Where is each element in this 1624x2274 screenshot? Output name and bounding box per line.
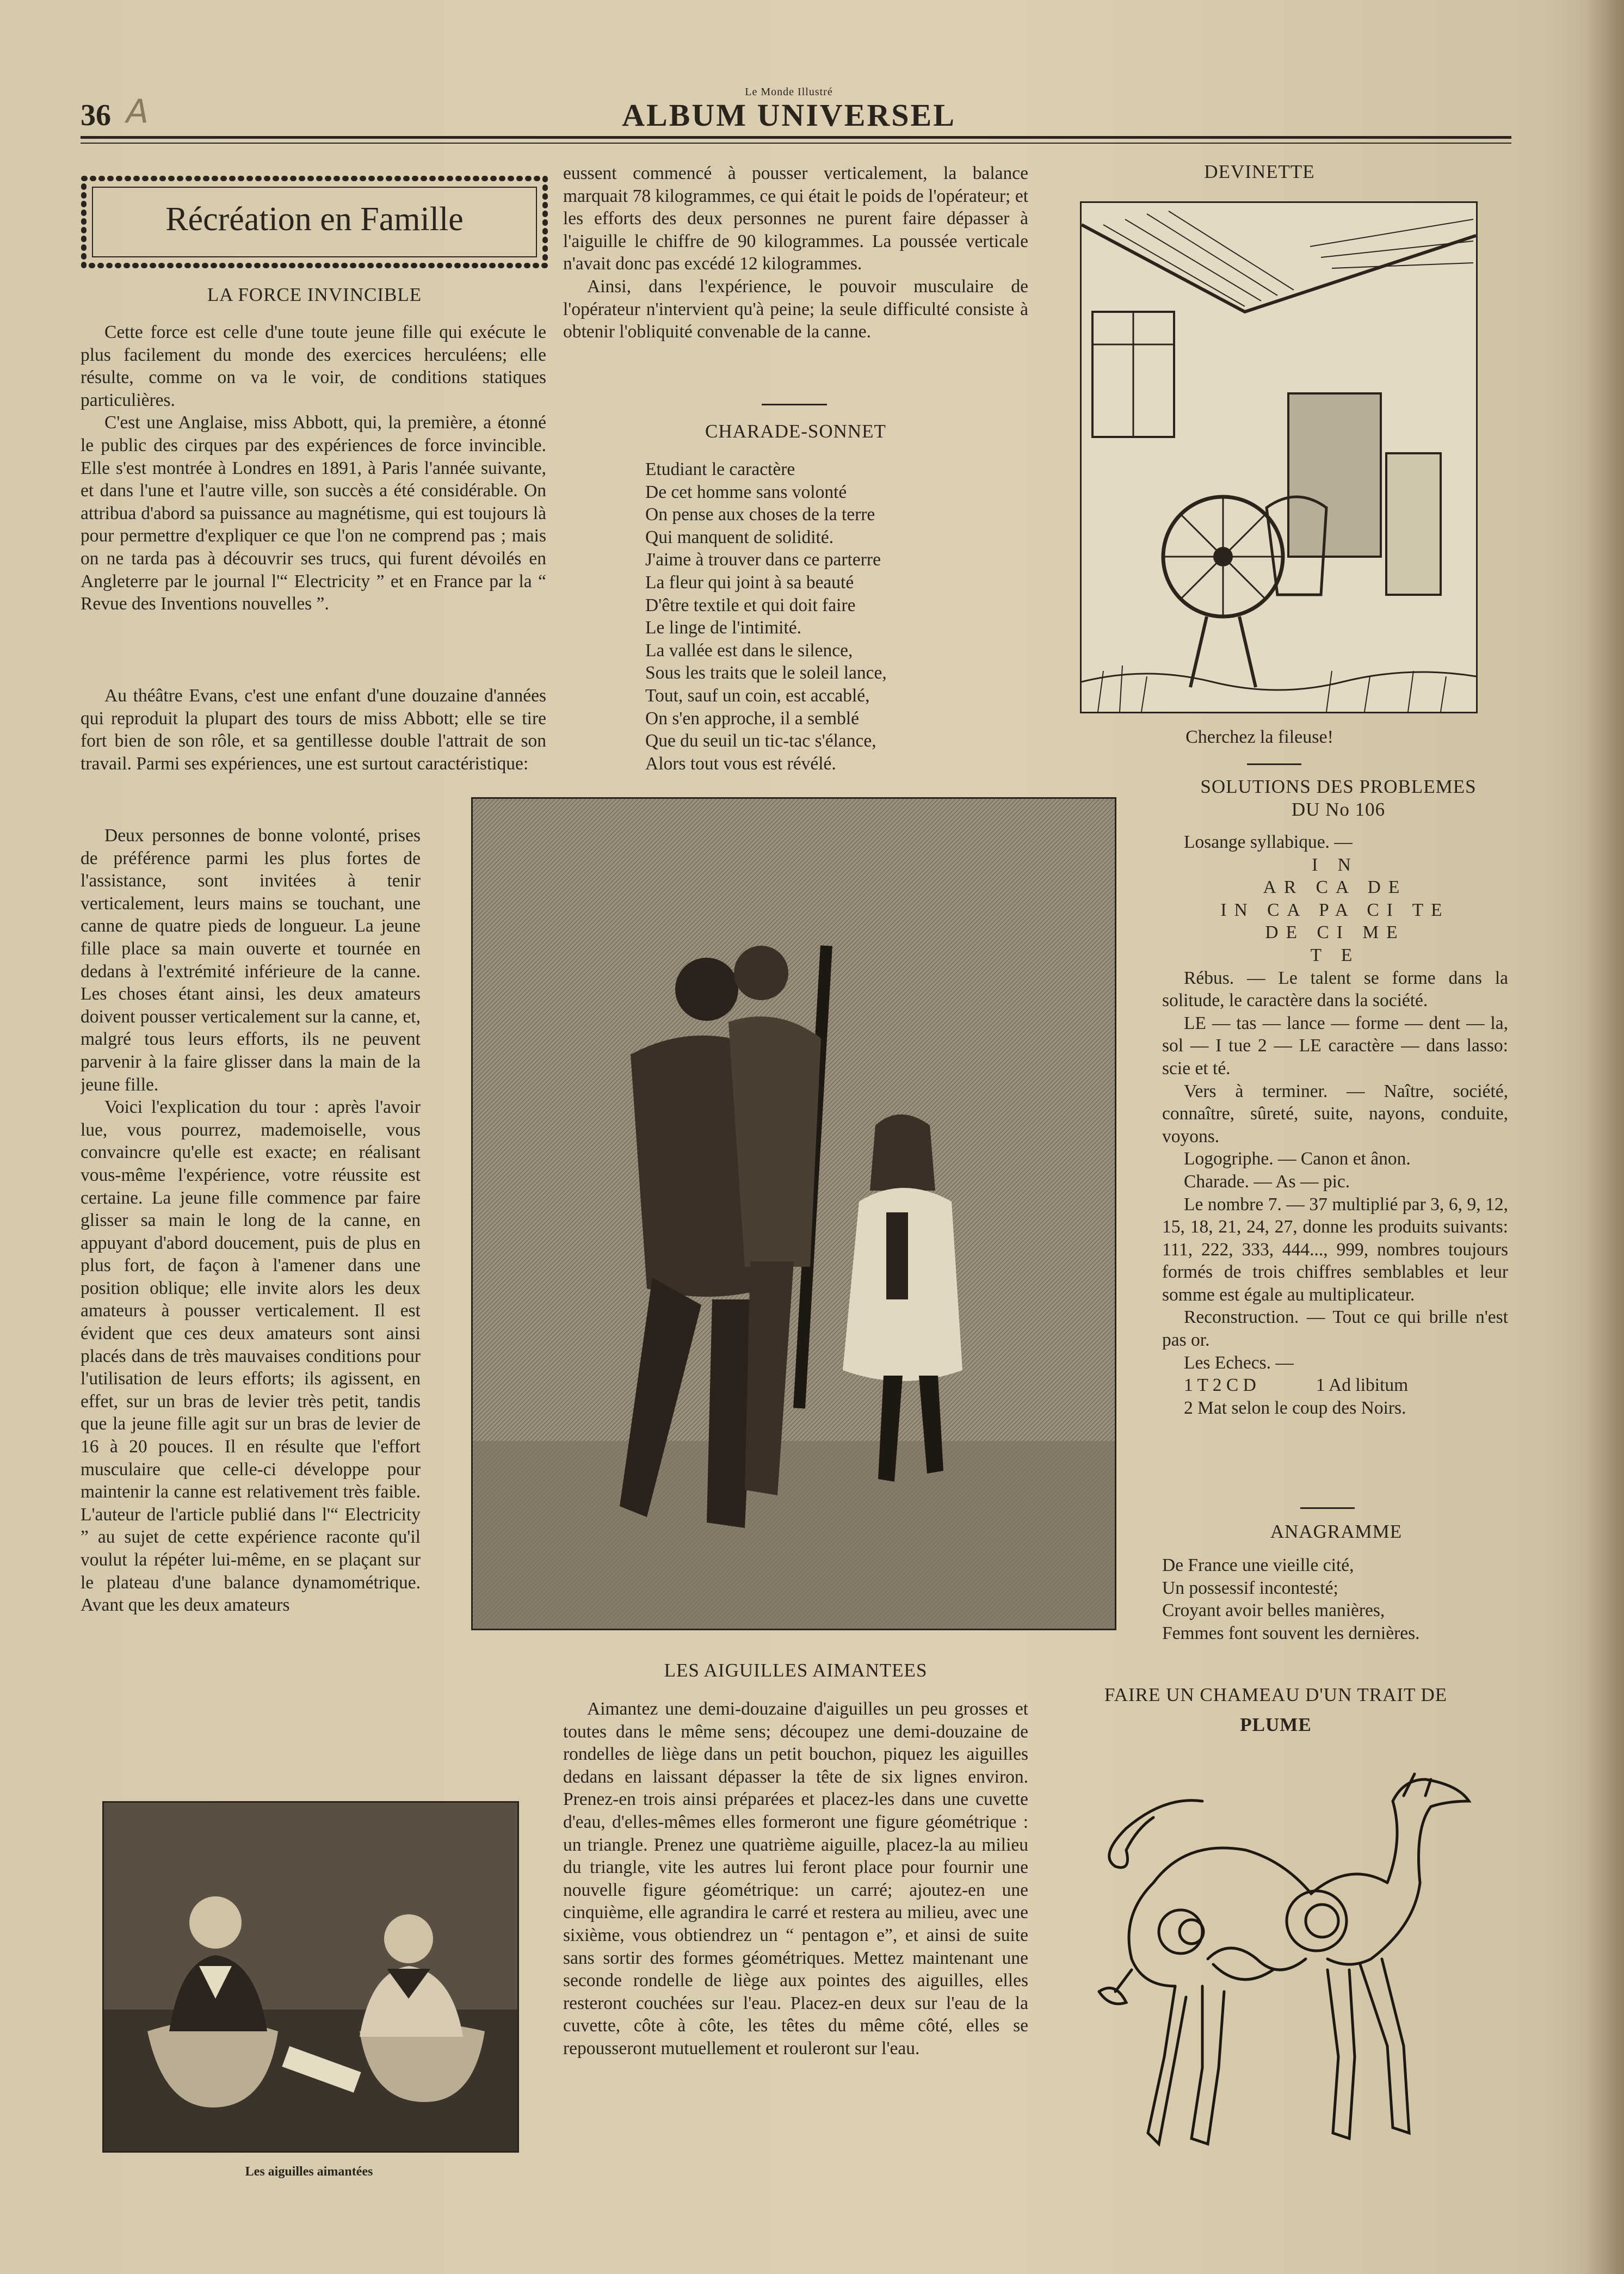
devinette-caption: Cherchez la fileuse!	[1185, 727, 1333, 747]
aiguilles-article	[563, 1698, 1028, 2060]
losange-label: Losange syllabique. —	[1184, 832, 1353, 852]
chess-line-1	[1162, 1374, 1508, 1397]
charade-sonnet-title: CHARADE-SONNET	[705, 421, 886, 442]
devinette-title: DEVINETTE	[1204, 161, 1315, 182]
section-divider	[762, 404, 827, 405]
poem-line: J'aime à trouver dans ce parterre	[645, 550, 881, 570]
spinning-wheel-puzzle-drawing	[1082, 203, 1476, 712]
solution-item: Reconstruction. — Tout ce qui brille n'est pas or.	[1162, 1307, 1508, 1351]
poem-line: Sous les traits que le soleil lance,	[645, 663, 887, 683]
force-article-narrow	[81, 824, 421, 1684]
solution-item: Rébus. — Le talent se forme dans la solitude, le caractère dans la société.	[1162, 967, 1508, 1011]
solution-item: Logogriphe. — Canon et ânon.	[1184, 1149, 1411, 1169]
camel-line-drawing	[1066, 1752, 1491, 2177]
handwritten-page-mark: A	[126, 93, 149, 131]
section-divider	[1247, 763, 1301, 765]
camel-illustration	[1066, 1752, 1491, 2177]
chess-move-white: 1 T 2 C D	[1184, 1375, 1256, 1396]
invincible-force-illustration	[471, 797, 1116, 1630]
poem-line: Alors tout vous est révélé.	[645, 753, 836, 774]
force-article-top	[81, 321, 546, 615]
magnetic-needles-illustration	[102, 1801, 519, 2153]
force-paragraph: C'est une Anglaise, miss Abbott, qui, la première, a étonné le public des cirques par des expériences de force invincible. Elle s'est montrée à Londres en 1891, à Paris l'année suivante, et dans l'une et l'autre ville, son succès a été considérable. On attribua d'abord sa puissance au magnétisme, qui est toujours là pour permettre d'expliquer ce que l'on ne comprend pas ; mais on ne tarda pas à découvrir ses trucs, qui furent dévoilés en Angleterre par le journal l'“ Electricity ” et en France par la “ Revue des Inventions nouvelles ”.	[81, 412, 546, 614]
poem-line: On s'en approche, il a semblé	[645, 708, 860, 729]
chess-move-black: 1 Ad libitum	[1316, 1375, 1409, 1396]
magnetic-needles-engraving	[104, 1803, 517, 2151]
poem-line: Qui manquent de solidité.	[645, 527, 834, 547]
poem-line: Etudiant le caractère	[645, 459, 795, 479]
anagramme-title: ANAGRAMME	[1270, 1521, 1403, 1542]
losange-row: DE CI ME	[1265, 922, 1405, 943]
poem-line: La vallée est dans le silence,	[645, 640, 853, 661]
anagramme-poem	[1162, 1554, 1510, 1644]
losange-row: AR CA DE	[1263, 877, 1407, 898]
solution-item: LE — tas — lance — forme — dent — la, sol — I tue 2 — LE caractère — dans lasso: scie et té.	[1162, 1013, 1508, 1079]
page-spine-shadow	[1586, 0, 1624, 2274]
chameau-title-line2: PLUME	[1240, 1714, 1312, 1735]
header-supertitle: Le Monde Illustré	[745, 86, 833, 98]
losange-row: I N	[1312, 854, 1359, 875]
header-title: ALBUM UNIVERSEL	[622, 97, 956, 133]
solutions-subtitle: DU No 106	[1291, 799, 1386, 820]
force-continuation-paragraph: eussent commencé à pousser verticalement, la balance marquait 78 kilogrammes, ce qui était le poids de l'opérateur; et les efforts des deux personnes ne purent faire dépasser à l'aiguille le chiffre de 90 kilogrammes. La poussée verticale n'avait donc pas excédé 12 kilogrammes.	[563, 163, 1028, 274]
solution-item: Le nombre 7. — 37 multiplié par 3, 6, 9, 12, 15, 18, 21, 24, 27, donne les produits suivants: 111, 222, 333, 444..., 999, nombres toujours formés de trois chiffres semblables et leur somme est égale au multiplicateur.	[1162, 1194, 1508, 1305]
force-paragraph: Au théâtre Evans, c'est une enfant d'une douzaine d'années qui reproduit la plupart des tours de miss Abbott; elle se tire fort bien de son rôle, et sa gentillesse double l'attrait de son travail. Parmi ses expériences, une est surtout caractéristique:	[81, 686, 546, 774]
solution-item: Vers à terminer. — Naître, société, connaître, sûreté, suite, nayons, conduite, voyons.	[1162, 1081, 1508, 1147]
charade-sonnet-poem	[645, 458, 1026, 775]
solutions-list	[1162, 831, 1508, 1419]
poem-line: La fleur qui joint à sa beauté	[645, 572, 854, 593]
aiguilles-title: LES AIGUILLES AIMANTEES	[664, 1660, 928, 1681]
devinette-illustration	[1080, 201, 1478, 713]
section-divider	[1300, 1507, 1355, 1509]
chess-line-2: 2 Mat selon le coup des Noirs.	[1184, 1397, 1406, 1418]
poem-line: Que du seuil un tic-tac s'élance,	[645, 731, 876, 751]
feature-title: Récréation en Famille	[165, 201, 464, 238]
losange-row: T E	[1310, 945, 1360, 965]
poem-line: De cet homme sans volonté	[645, 482, 847, 502]
poem-line: Tout, sauf un coin, est accablé,	[645, 685, 870, 706]
poem-line: Le linge de l'intimité.	[645, 618, 801, 638]
chameau-title: FAIRE UN CHAMEAU D'UN TRAIT DE	[1104, 1684, 1448, 1705]
force-title: LA FORCE INVINCIBLE	[207, 284, 422, 305]
invincible-force-engraving	[473, 799, 1115, 1629]
force-article-mid	[81, 685, 546, 810]
header-rule-thick	[81, 136, 1511, 139]
feature-title-box	[81, 175, 548, 269]
poem-line: Femmes font souvent les dernières.	[1162, 1623, 1420, 1643]
poem-line: Un possessif incontesté;	[1162, 1577, 1338, 1598]
page-number: 36	[81, 98, 111, 132]
force-paragraph: Cette force est celle d'une toute jeune fille qui exécute le plus facilement du monde des exercices herculéens; elle résulte, comme on va le voir, de conditions statiques particulières.	[81, 322, 546, 410]
losange-row: IN CA PA CI TE	[1220, 899, 1450, 920]
poem-line: De France une vieille cité,	[1162, 1555, 1354, 1575]
force-paragraph: Deux personnes de bonne volonté, prises de préférence parmi les plus fortes de l'assistance, sont invitées à tenir verticalement, leurs mains se touchant, une canne de quatre pieds de longueur. La jeune fille place sa main ouverte et tournée en dedans à l'extrémité inférieure de la canne. Les choses étant ainsi, les deux amateurs doivent pousser verticalement sur la canne, et, malgré tous leurs efforts, ils ne peuvent parvenir à la faire glisser dans la main de la jeune fille.	[81, 825, 421, 1095]
force-continuation	[563, 162, 1028, 343]
poem-line: On pense aux choses de la terre	[645, 504, 875, 525]
force-paragraph: Voici l'explication du tour : après l'avoir lue, vous pourrez, mademoiselle, vous convaincre qu'elle est exacte; en réalisant vous-même l'expérience, votre réussite est certaine. La jeune fille commence par faire glisser sa main le long de la canne, en appuyant d'abord doucement, puis de plus en plus fort, de façon à l'amener dans une position oblique; elle invite alors les deux amateurs à pousser verticalement. Il est évident que ces deux amateurs sont ainsi placés dans de très mauvaises conditions pour l'utilisation de leurs efforts; ils agissent, en effet, sur un bras de levier très petit, tandis que la jeune fille agit sur un bras de levier de 16 à 20 pouces. Il en résulte que l'effort musculaire que celle-ci développe pour maintenir la canne est relativement très faible. L'auteur de l'article publié dans l'“ Electricity ” au sujet de cette expérience raconte qu'il voulut la répéter lui-même, en se plaçant sur le plateau d'une balance dynamométrique. Avant que les deux amateurs	[81, 1097, 421, 1616]
solution-item: Charade. — As — pic.	[1184, 1171, 1350, 1192]
header-rule-thin	[81, 143, 1511, 144]
solutions-title: SOLUTIONS DES PROBLEMES	[1200, 776, 1477, 797]
needles-caption: Les aiguilles aimantées	[245, 2165, 373, 2179]
force-continuation-paragraph: Ainsi, dans l'expérience, le pouvoir musculaire de l'opérateur n'intervient qu'à peine; la seule difficulté consiste à obtenir l'obliquité convenable de la canne.	[563, 276, 1028, 342]
solution-item: Les Echecs. —	[1184, 1352, 1294, 1373]
aiguilles-paragraph: Aimantez une demi-douzaine d'aiguilles un peu grosses et toutes dans le même sens; découpez une demi-douzaine de rondelles de liège dans un petit bouchon, piquez les aiguilles dedans en laissant dépasser la tête de six lignes environ. Prenez-en trois ainsi préparées et placez-les dans une cuvette d'eau, d'elles-mêmes elles formeront une figure géométrique : un triangle. Prenez une quatrième aiguille, placez-la au milieu du triangle, vite les autres lui feront place pour fournir une nouvelle figure géométrique: un carré; ajoutez-en une cinquième, elle agrandira le carré et restera au milieu, avec une sixième, vous obtiendrez un “ pentagon e”, et ainsi de suite sans sortir des formes géométriques. Mettez maintenant une seconde rondelle de liège aux pointes des aiguilles, elles resteront couchées sur l'eau. Placez-en deux sur l'eau de la cuvette, côte à côte, les têtes du même côté, elles se repousseront mutuellement et rouleront sur l'eau.	[563, 1699, 1028, 2059]
poem-line: D'être textile et qui doit faire	[645, 595, 856, 615]
poem-line: Croyant avoir belles manières,	[1162, 1600, 1385, 1621]
